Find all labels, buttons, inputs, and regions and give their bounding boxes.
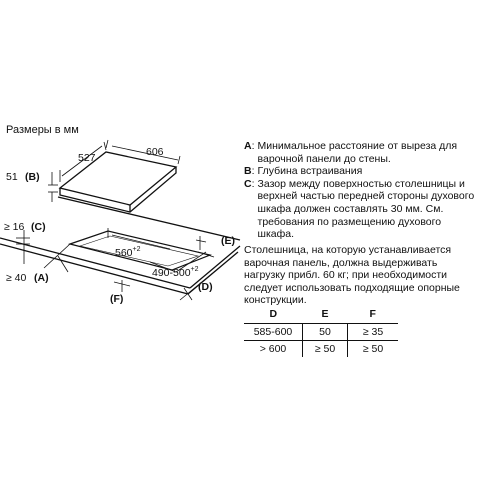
legend-key: A bbox=[244, 140, 252, 152]
table-cell: ≥ 50 bbox=[348, 341, 399, 358]
legend-text: Зазор между поверхностью столешницы и верхней частью передней стороны духового шкафа должен составлять 30 мм. См. требования по размещению духового шкафа. bbox=[257, 177, 475, 241]
legend bbox=[244, 140, 476, 241]
label-b: (B) bbox=[25, 171, 40, 183]
dim-cutout-depth: $490-500^{+2}$ bbox=[152, 266, 199, 279]
legend-text: Минимальное расстояние от выреза для варочной панели до стены. bbox=[257, 140, 458, 165]
load-paragraph: Столешница, на которую устанавливается варочная панель, должна выдерживать нагрузку прибл. 60 кг; при необходимости следует использовать подходящие опорные конструкции. bbox=[244, 244, 460, 307]
table-cell: 585-600 bbox=[244, 324, 303, 341]
dim-width: 606 bbox=[146, 146, 164, 158]
dim-depth: 527 bbox=[78, 152, 96, 164]
dimension-table bbox=[244, 306, 398, 357]
table-cell: > 600 bbox=[244, 341, 303, 358]
dim-gap-c: ≥ 16 bbox=[4, 221, 25, 233]
label-a: (A) bbox=[34, 272, 49, 284]
label-d: (D) bbox=[198, 281, 213, 293]
header-f: F bbox=[369, 308, 376, 320]
legend-item-a: A : Минимальное расстояние от выреза для варочной панели до стены. bbox=[244, 140, 476, 165]
table-cell: 50 bbox=[303, 324, 348, 341]
legend-key: B bbox=[244, 165, 252, 178]
legend-key: C bbox=[244, 177, 252, 190]
header-e: E bbox=[321, 308, 329, 320]
table-row bbox=[244, 324, 398, 341]
page-title: Размеры в мм bbox=[6, 124, 79, 136]
legend-item-c: C : Зазор между поверхностью столешницы и верхней частью передней стороны духового шкафа должен составлять 30 мм. См. требования по размещению духового шкафа. bbox=[244, 177, 475, 241]
dim-51 bbox=[48, 172, 58, 202]
table-cell: ≥ 35 bbox=[348, 324, 399, 341]
header-d: D bbox=[269, 308, 278, 320]
label-f: (F) bbox=[110, 293, 124, 305]
table-row bbox=[244, 341, 398, 358]
dim-f-marker bbox=[114, 280, 130, 292]
table-header bbox=[244, 306, 398, 324]
dim-a-marker bbox=[44, 244, 70, 272]
label-c: (C) bbox=[31, 221, 46, 233]
dim-c-marker bbox=[16, 230, 30, 264]
dim-cutout-width: $560^{+2}$ bbox=[115, 246, 141, 259]
dim-height: 51 bbox=[6, 171, 18, 183]
dim-e-marker bbox=[196, 236, 206, 250]
legend-item-b: B : Глубина встраивания bbox=[244, 165, 476, 178]
table-cell: ≥ 50 bbox=[303, 341, 348, 358]
legend-text: Глубина встраивания bbox=[257, 165, 363, 178]
dim-margin-a: ≥ 40 bbox=[6, 272, 27, 284]
label-e: (E) bbox=[221, 235, 235, 247]
